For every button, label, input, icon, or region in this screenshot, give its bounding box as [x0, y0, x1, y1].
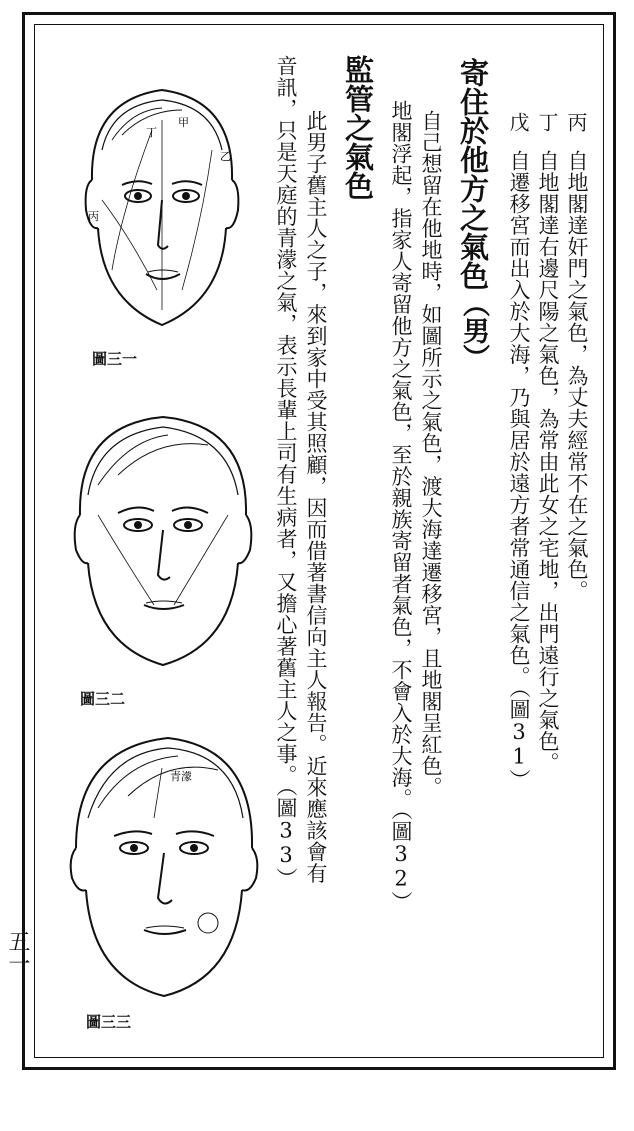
- item-text-ding: 自地閣達右邊尺陽之氣色，為常由此女之宅地，出門遠行之氣色。: [536, 150, 560, 774]
- face-label-qingmeng: 青濛: [170, 770, 192, 783]
- page-number: 五一: [5, 930, 30, 974]
- item-text-bing: 自地閣達奸門之氣色，為丈夫經常不在之氣色。: [565, 150, 589, 602]
- face-label-jia: 甲: [178, 116, 189, 129]
- figure-caption-33: 圖三三: [86, 1013, 132, 1031]
- section1-title: 寄住於他方之氣色（男）: [456, 58, 490, 371]
- item-marker-ding: 丁: [535, 112, 559, 132]
- item-marker-wu: 戊: [506, 112, 530, 132]
- face-label-yi: 乙: [220, 150, 231, 163]
- section2-title: 監管之氣色: [341, 55, 375, 200]
- section1-paragraph-line-1: 自己想留在他地時，如圖所示之氣色，渡大海達遷移宮，且地閣呈紅色。: [419, 110, 443, 798]
- item-marker-bing: 丙: [564, 112, 588, 132]
- section1-title-suffix: （男）: [458, 290, 489, 371]
- face-label-ding: 丁: [146, 126, 157, 139]
- figure-caption-31: 圖三一: [92, 350, 138, 368]
- face-illustration-31: [62, 60, 262, 350]
- face-illustration-33: [58, 718, 268, 1008]
- section2-paragraph-line-1: 此男子舊主人之子，來到家中受其照顧，因而借著書信向主人報告。近來應該會有: [304, 110, 328, 884]
- section1-paragraph-line-2: 地閣浮起，指家人寄留他方之氣色，至於親族寄留者氣色，不會入於大海。（圖32）: [389, 100, 413, 913]
- figure-caption-32: 圖三二: [80, 690, 126, 708]
- section2-paragraph-line-2: 音訊，只是天庭的青濛之氣，表示長輩上司有生病者，又擔心著舊主人之事。（圖33）: [274, 55, 298, 889]
- face-illustration-32: [58, 395, 268, 685]
- face-label-bing: 丙: [88, 210, 99, 223]
- item-text-wu: 自遷移宮而出入於大海，乃與居於遠方者常通信之氣色。（圖31）: [507, 150, 531, 791]
